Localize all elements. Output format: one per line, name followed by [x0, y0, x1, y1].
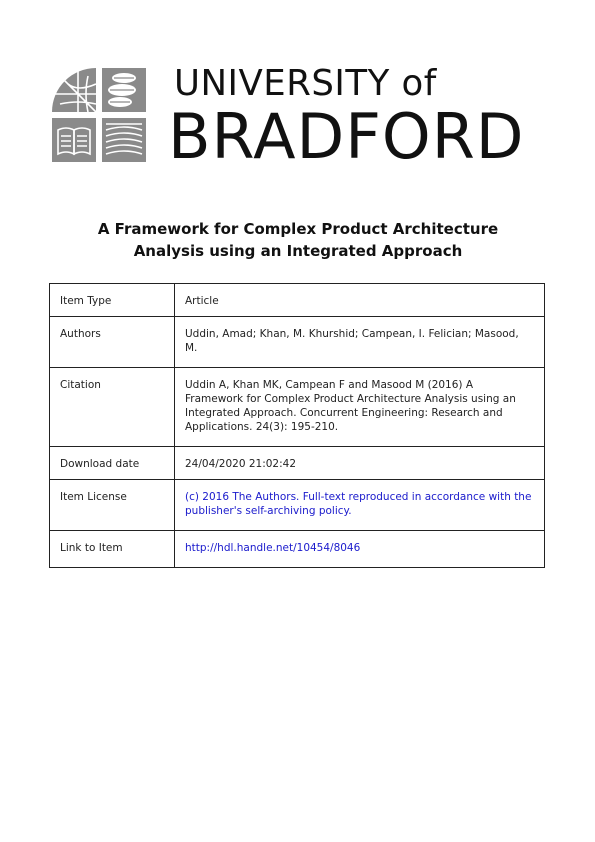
- row-label-citation: Citation: [50, 368, 175, 447]
- university-crest-icon: [48, 64, 150, 168]
- table-row: [50, 284, 545, 317]
- row-value-item-license: [175, 480, 545, 531]
- table-row: [50, 447, 545, 480]
- logo-university-of: UNIVERSITY of: [174, 63, 437, 104]
- row-value-download-date: 24/04/2020 21:02:42: [175, 447, 545, 480]
- row-label-authors: Authors: [50, 317, 175, 368]
- row-value-item-type: Article: [175, 284, 545, 317]
- logo-bradford: BRADFORD: [168, 100, 525, 173]
- row-value-authors: Uddin, Amad; Khan, M. Khurshid; Campean, I. Felician; Masood, M.: [175, 317, 545, 368]
- row-label-item-license: Item License: [50, 480, 175, 531]
- license-link[interactable]: (c) 2016 The Authors. Full-text reproduced in accordance with the publisher's self-archiving policy.: [185, 491, 532, 517]
- document-title-line1: A Framework for Complex Product Architecture: [97, 220, 499, 238]
- row-value-link-to-item: [175, 531, 545, 568]
- table-row: [50, 317, 545, 368]
- handle-link[interactable]: http://hdl.handle.net/10454/8046: [185, 542, 361, 554]
- row-label-item-type: Item Type: [50, 284, 175, 317]
- table-row: [50, 531, 545, 568]
- table-row: [50, 368, 545, 447]
- row-label-link-to-item: Link to Item: [50, 531, 175, 568]
- university-header: [48, 64, 558, 174]
- document-title: [48, 218, 548, 262]
- table-row: [50, 480, 545, 531]
- document-title-line2: Analysis using an Integrated Approach: [133, 242, 463, 260]
- row-label-download-date: Download date: [50, 447, 175, 480]
- row-value-citation: Uddin A, Khan MK, Campean F and Masood M (2016) A Framework for Complex Product Architecture Analysis using an Integrated Approach. Concurrent Engineering: Research and Applications. 24(3): 195-210.: [175, 368, 545, 447]
- metadata-table: [49, 283, 545, 568]
